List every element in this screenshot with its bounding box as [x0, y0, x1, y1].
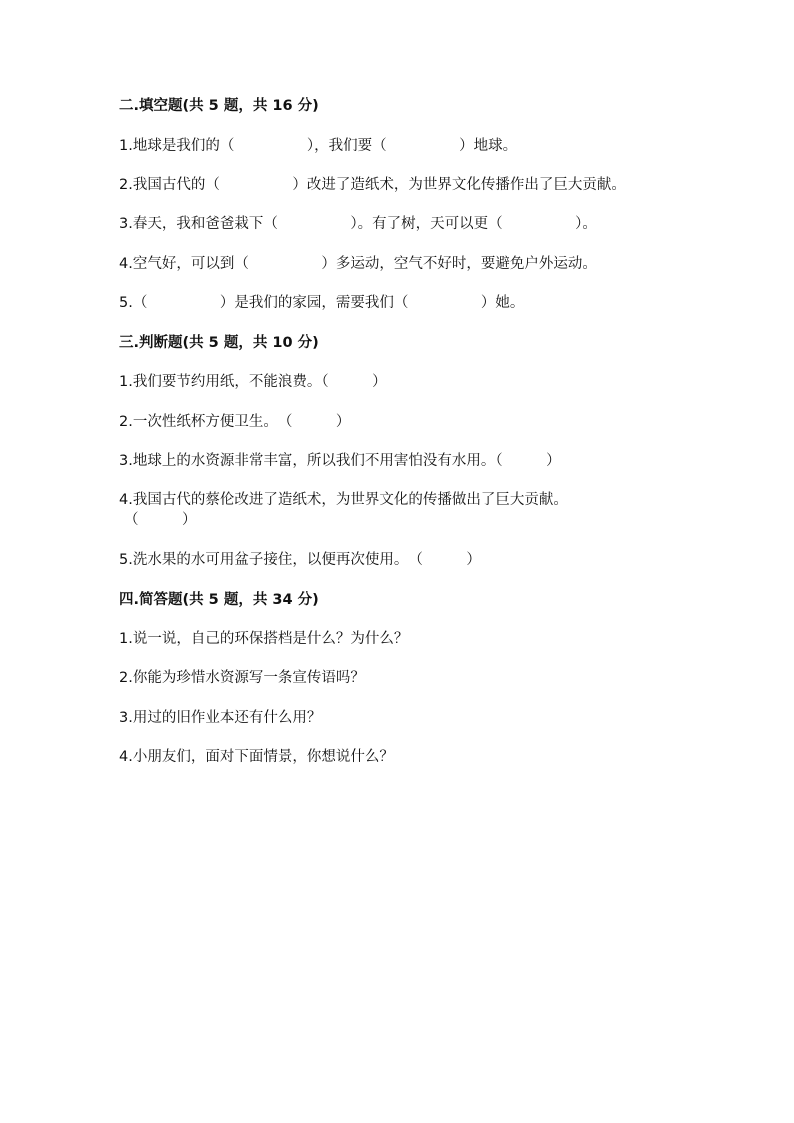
fill-blank-question-4: 4.空气好，可以到（ ）多运动，空气不好时，要避免户外运动。 [119, 256, 597, 272]
fill-blank-question-3: 3.春天，我和爸爸栽下（ ）。有了树，天可以更（ ）。 [119, 216, 597, 232]
true-false-question-5: 5.洗水果的水可用盆子接住，以便再次使用。 （ ） [119, 552, 481, 568]
short-answer-question-4: 4.小朋友们，面对下面情景，你想说什么？ [119, 749, 394, 765]
short-answer-question-3: 3.用过的旧作业本还有什么用？ [119, 710, 322, 726]
short-answer-question-1: 1.说一说，自己的环保搭档是什么？为什么？ [119, 631, 409, 647]
section-heading-true-false: 三.判断题(共 5 题，共 10 分) [119, 335, 319, 351]
section-heading-short-answer: 四.简答题(共 5 题，共 34 分) [119, 592, 319, 608]
true-false-question-4-blank: （ ） [124, 512, 197, 528]
fill-blank-question-5: 5.（ ）是我们的家园，需要我们（ ）她。 [119, 295, 525, 311]
fill-blank-question-2: 2.我国古代的（ ）改进了造纸术，为世界文化传播作出了巨大贡献。 [119, 177, 626, 193]
fill-blank-question-1: 1.地球是我们的（ ），我们要（ ）地球。 [119, 138, 518, 154]
true-false-question-1: 1.我们要节约用纸，不能浪费。（ ） [119, 374, 387, 390]
true-false-question-4: 4.我国古代的蔡伦改进了造纸术，为世界文化的传播做出了巨大贡献。 [119, 492, 568, 508]
short-answer-question-2: 2.你能为珍惜水资源写一条宣传语吗？ [119, 670, 365, 686]
true-false-question-2: 2.一次性纸杯方便卫生。 （ ） [119, 414, 351, 430]
true-false-question-3: 3.地球上的水资源非常丰富，所以我们不用害怕没有水用。（ ） [119, 453, 561, 469]
section-heading-fill-blank: 二.填空题(共 5 题，共 16 分) [119, 98, 319, 114]
